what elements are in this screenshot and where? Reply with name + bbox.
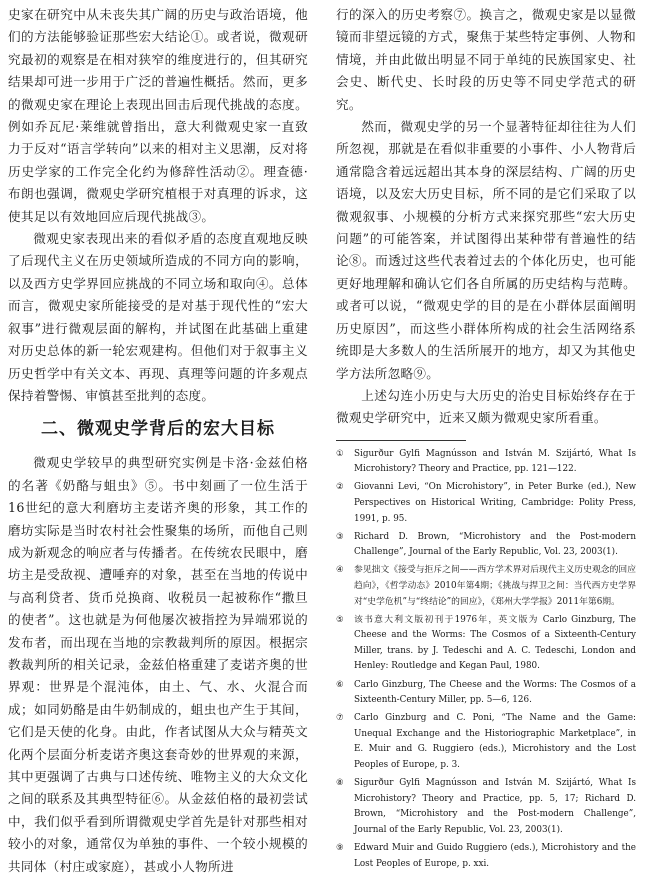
footnote: [336, 776, 636, 838]
footnote: [336, 563, 636, 610]
footnote: [336, 613, 636, 675]
footnote-text: Carlo Ginzburg and C. Poni, “The Name and the Game: Unequal Exchange and the Historiographic Marketplace”, in E. Muir and G. Ruggiero (eds.), Microhistory and the Lost Peoples of Europe, p. 3.: [354, 713, 636, 770]
footnote-number: ①: [336, 448, 344, 459]
footnote-text: Giovanni Levi, “On Microhistory”, in Peter Burke (ed.), New Perspectives on Historical Writing, Cambridge: Polity Press, 1991, p. 95.: [354, 482, 636, 524]
footnote: [336, 711, 636, 773]
left-column: [8, 4, 308, 878]
footnote-number: ②: [336, 482, 344, 493]
footnote-number: ③: [336, 531, 344, 542]
footnote-text: 参见拙文《接受与拒斥之间——西方学术界对后现代主义历史观念的回应趋向》，《哲学动态》2010年第4期；《挑战与捍卫之间：当代西方史学界对“史学危机”与“终结论”的回应》，《郑州大学学报》2011年第6期。: [354, 565, 636, 607]
footnote: [336, 530, 636, 561]
footnote-number: ⑥: [336, 679, 344, 690]
right-column: [336, 4, 636, 875]
footnote: [336, 841, 636, 872]
footnote-text: Carlo Ginzburg, The Cheese and the Worms: The Cosmos of a Sixteenth-Century Miller, pp. 5—6, 126.: [354, 679, 636, 706]
body-paragraph: 行的深入的历史考察⑦。换言之，微观史家是以显微镜而非望远镜的方式，聚焦于某些特定事例、人物和情境，并由此做出明显不同于单纯的民族国家史、社会史、断代史、长时段的历史等不同史学范式的研究。: [336, 7, 636, 112]
footnotes: [336, 447, 636, 872]
footnote: [336, 678, 636, 709]
footnote-number: ⑦: [336, 713, 344, 724]
body-paragraph: 上述勾连小历史与大历史的治史目标始终存在于微观史学研究中，近来又颇为微观史家所看重。: [336, 387, 636, 426]
footnote-text: Sigurður Gylfi Magnússon and István M. Szijártó, What Is Microhistory? Theory and Practice, pp. 5, 17; Richard D. Brown, “Microhistory and the Post-modern Challenge”, Journal of the Early Republic, Vol. 23, 2003(1).: [354, 778, 636, 835]
footnote-number: ④: [336, 565, 344, 576]
footnote-text: 该书意大利文版初刊于1976年，英文版为 Carlo Ginzburg, The Cheese and the Worms: The Cosmos of a Sixteenth-Century Miller, trans. by J. Tedeschi and A. C. Tedeschi, London and Henley: Routledge and Kegan Paul, 1980.: [354, 614, 636, 672]
body-paragraph: 史家在研究中从未丧失其广阔的历史与政治语境，他们的方法能够验证那些宏大结论①。或者说，微观研究最初的观察是在相对狭窄的维度进行的，但其研究结果却可进一步用于广泛的普遍性概括。然而，更多的微观史家在理论上表现出回击后现代挑战的态度。例如乔瓦尼·莱维就曾指出，意大利微观史家一直致力于反对“语言学转向”以来的相对主义思潮，反对将历史学家的工作完全化约为修辞性活动②。理查德·布朗也强调，微观史学研究植根于对真理的诉求，这使其足以有效地回应后现代挑战③。: [8, 7, 308, 224]
body-paragraph: 微观史家表现出来的看似矛盾的态度直观地反映了后现代主义在历史领域所造成的不同方向的影响，以及西方史学界回应挑战的不同立场和取向④。总体而言，微观史家所能接受的是对基于现代性的“宏大叙事”进行微观层面的解构，并试图在此基础上重建对历史总体的新一轮宏观建构。但他们对于叙事主义历史哲学中有关文本、再现、真理等问题的许多观点保持着警惕、审慎甚至批判的态度。: [8, 231, 308, 403]
footnote-number: ⑧: [336, 778, 344, 789]
footnote-number: ⑤: [336, 614, 344, 625]
footnote: [336, 447, 636, 478]
body-paragraph: 然而，微观史学的另一个显著特征却往往为人们所忽视，那就是在看似非重要的小事件、小人物背后通常隐含着远远超出其本身的深层结构、广阔的历史语境，以及宏大历史目标，所不同的是它们采取了以微观叙事、小规模的分析方式来探究那些“宏大历史问题”的可能答案，并试图得出某种带有普遍性的结论⑧。而透过这些代表着过去的个体化历史，也可能更好地理解和确认它们各自所属的历史结构与范畴。或者可以说，“微观史学的目的是在小群体层面阐明历史原因”，而这些小群体所构成的社会生活网络系统即是大多数人的生活所展开的地方，却又为其他史学方法所忽略⑨。: [336, 119, 636, 381]
footnote-text: Sigurður Gylfi Magnússon and István M. Szijártó, What Is Microhistory? Theory and Practice, pp. 121—122.: [354, 448, 636, 475]
footnote-text: Edward Muir and Guido Ruggiero (eds.), Microhistory and the Lost Peoples of Europe, p. xxi.: [354, 842, 636, 869]
footnote-text: Richard D. Brown, “Microhistory and the Post-modern Challenge”, Journal of the Early Republic, Vol. 23, 2003(1).: [354, 531, 636, 558]
body-paragraph: 微观史学较早的典型研究实例是卡洛·金兹伯格的名著《奶酪与蛆虫》⑤。书中刻画了一位生活于16世纪的意大利磨坊主麦诺齐奥的形象，其工作的磨坊实际是当时农村社会性聚集的场所，而他自己则成为新观念的响应者与传播者。在传统农民眼中，磨坊主是受敌视、遭唾弃的对象，甚至在当地的传说中与高利贷者、货币兑换商、收税员一起被称作“撒旦的使者”。这也就是为何他屡次被指控为异端邪说的发布者，而出现在当地的宗教裁判所的原因。根据宗教裁判所的相关记录，金兹伯格重建了麦诺齐奥的世界观：世界是个混沌体，由土、气、水、火混合而成；如同奶酪是由牛奶制成的，蛆虫也产生于其间，它们是天使的化身。由此，作者试图从大众与精英文化两个层面分析麦诺齐奥这套奇妙的世界观的来源，其中更强调了古典与口述传统、唯物主义的大众文化之间的联系及其典型特征⑥。从金兹伯格的最初尝试中，我们似乎看到所谓微观史学首先是针对那些相对较小的对象，通常仅为单独的事件、一个较小规模的共同体（村庄或家庭），甚或小人物所进: [8, 455, 308, 874]
footnote-divider: [336, 440, 466, 441]
footnote: [336, 480, 636, 527]
footnote-number: ⑨: [336, 842, 344, 853]
section-heading: 二、微观史学背后的宏大目标: [41, 419, 275, 440]
